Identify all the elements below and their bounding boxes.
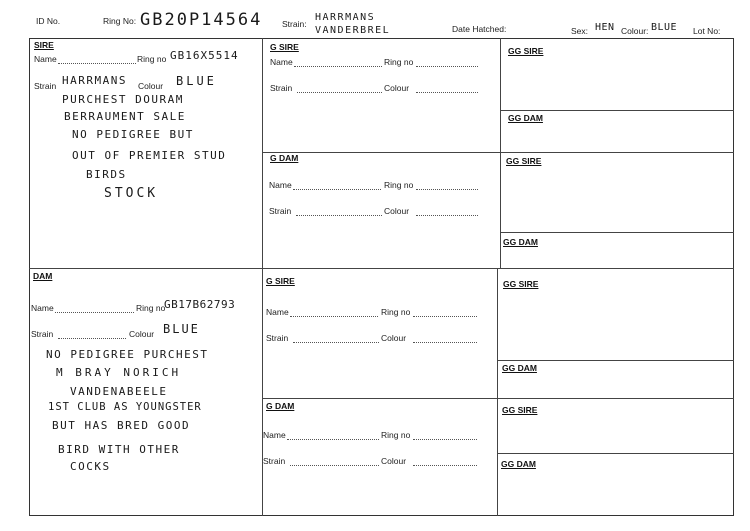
sex-label: Sex:: [571, 26, 589, 36]
dam-note-line: M BRAY NORICH: [56, 366, 182, 379]
gdam-top-strain-field[interactable]: [296, 215, 382, 216]
sire-title: SIRE: [34, 40, 54, 50]
sire-strain-label: Strain: [34, 81, 57, 91]
gg-sire-2-title: GG SIRE: [506, 156, 542, 166]
gdam-bot-colour-field[interactable]: [413, 465, 477, 466]
gdam-top-ring-field[interactable]: [416, 189, 478, 190]
gsire-top-ring-label: Ring no: [384, 57, 414, 67]
gdam-top-ring-label: Ring no: [384, 180, 414, 190]
ring-label: Ring No:: [103, 16, 137, 26]
gdam-bot-strain-label: Strain: [263, 456, 286, 466]
sire-note-line: OUT OF PREMIER STUD: [72, 149, 227, 162]
gdam-top-name-field[interactable]: [293, 189, 381, 190]
gdam-bot-ring-label: Ring no: [381, 430, 411, 440]
gsire-bot-ring-label: Ring no: [381, 307, 411, 317]
gg-sire-1-title: GG SIRE: [508, 46, 544, 56]
divider-gdam-bot: [262, 398, 734, 399]
gdam-bot-ring-field[interactable]: [413, 439, 477, 440]
gg-dam-4-title: GG DAM: [501, 459, 536, 469]
gdam-bot-strain-field[interactable]: [290, 465, 379, 466]
id-label: ID No.: [36, 16, 61, 26]
divider-gdam-top: [262, 152, 734, 153]
dam-title: DAM: [33, 271, 53, 281]
gdam-bot-name-field[interactable]: [287, 439, 379, 440]
sire-note-line: BIRDS: [86, 168, 127, 181]
dam-ring-value[interactable]: GB17B62793: [164, 298, 236, 311]
divider-gg-1: [500, 110, 734, 111]
dam-strain-label: Strain: [31, 329, 54, 339]
gdam-bot-colour-label: Colour: [381, 456, 407, 466]
gdam-top-strain-label: Strain: [269, 206, 292, 216]
dam-note-line: COCKS: [70, 460, 111, 473]
gsire-top-ring-field[interactable]: [416, 66, 478, 67]
sire-note-line: BERRAUMENT SALE: [64, 110, 186, 123]
gsire-bot-name-label: Name: [266, 307, 289, 317]
gsire-top-strain-label: Strain: [270, 83, 293, 93]
gg-dam-1-title: GG DAM: [508, 113, 543, 123]
dam-note-line: BUT HAS BRED GOOD: [52, 419, 191, 432]
divider-gg-3: [497, 360, 734, 361]
gsire-top-title: G SIRE: [270, 42, 299, 52]
dam-note-line: BIRD WITH OTHER: [58, 443, 180, 456]
sire-ring-label: Ring no: [137, 54, 167, 64]
colour-label: Colour:: [621, 26, 649, 36]
gsire-bot-strain-field[interactable]: [293, 342, 379, 343]
dam-colour-label: Colour: [129, 329, 155, 339]
sire-name-field[interactable]: [58, 63, 136, 64]
gsire-top-colour-field[interactable]: [416, 92, 478, 93]
gsire-bot-ring-field[interactable]: [413, 316, 477, 317]
gsire-bot-colour-label: Colour: [381, 333, 407, 343]
ring-value[interactable]: GB20P14564: [140, 10, 263, 30]
gsire-bot-colour-field[interactable]: [413, 342, 477, 343]
divider-mid: [29, 268, 734, 269]
dam-note-line: NO PEDIGREE PURCHEST: [46, 348, 209, 361]
divider-gg-2: [500, 232, 734, 233]
sire-colour-value[interactable]: BLUE: [176, 74, 217, 88]
gdam-bot-name-label: Name: [263, 430, 286, 440]
sex-value[interactable]: HEN: [595, 22, 615, 33]
dam-note-line: 1ST CLUB AS YOUNGSTER: [48, 401, 202, 413]
gsire-top-colour-label: Colour: [384, 83, 410, 93]
gdam-top-colour-field[interactable]: [416, 215, 478, 216]
gdam-top-name-label: Name: [269, 180, 292, 190]
gsire-top-name-label: Name: [270, 57, 293, 67]
divider-col-1: [262, 38, 263, 516]
divider-col-2-top: [500, 38, 501, 268]
gg-dam-3-title: GG DAM: [502, 363, 537, 373]
dam-name-label: Name: [31, 303, 54, 313]
lot-label: Lot No:: [693, 26, 721, 36]
divider-gg-4: [497, 453, 734, 454]
gdam-top-title: G DAM: [270, 153, 299, 163]
sire-note-line: PURCHEST DOURAM: [62, 93, 184, 106]
sire-colour-label: Colour: [138, 81, 164, 91]
gg-sire-4-title: GG SIRE: [502, 405, 538, 415]
dam-note-line: VANDENABEELE: [70, 385, 168, 398]
date-hatched-label: Date Hatched:: [452, 24, 507, 34]
gg-sire-3-title: GG SIRE: [503, 279, 539, 289]
gsire-bot-strain-label: Strain: [266, 333, 289, 343]
gdam-top-colour-label: Colour: [384, 206, 410, 216]
gdam-bot-title: G DAM: [266, 401, 295, 411]
divider-col-2-bottom: [497, 268, 498, 516]
sire-strain-value[interactable]: HARRMANS: [62, 74, 127, 87]
strain-label: Strain:: [282, 19, 307, 29]
dam-strain-field[interactable]: [58, 338, 126, 339]
gsire-bot-title: G SIRE: [266, 276, 295, 286]
strain-value-2[interactable]: VANDERBREL: [315, 25, 391, 36]
dam-name-field[interactable]: [55, 312, 134, 313]
gsire-top-name-field[interactable]: [294, 66, 382, 67]
dam-colour-value[interactable]: BLUE: [163, 322, 200, 336]
sire-note-line: NO PEDIGREE BUT: [72, 128, 194, 141]
colour-value[interactable]: BLUE: [651, 22, 678, 33]
dam-ring-label: Ring no: [136, 303, 166, 313]
sire-name-label: Name: [34, 54, 57, 64]
gsire-top-strain-field[interactable]: [297, 92, 382, 93]
gg-dam-2-title: GG DAM: [503, 237, 538, 247]
sire-note-line: STOCK: [104, 186, 159, 201]
sire-ring-value[interactable]: GB16X5514: [170, 49, 239, 62]
strain-value-1[interactable]: HARRMANS: [315, 12, 376, 23]
gsire-bot-name-field[interactable]: [290, 316, 378, 317]
